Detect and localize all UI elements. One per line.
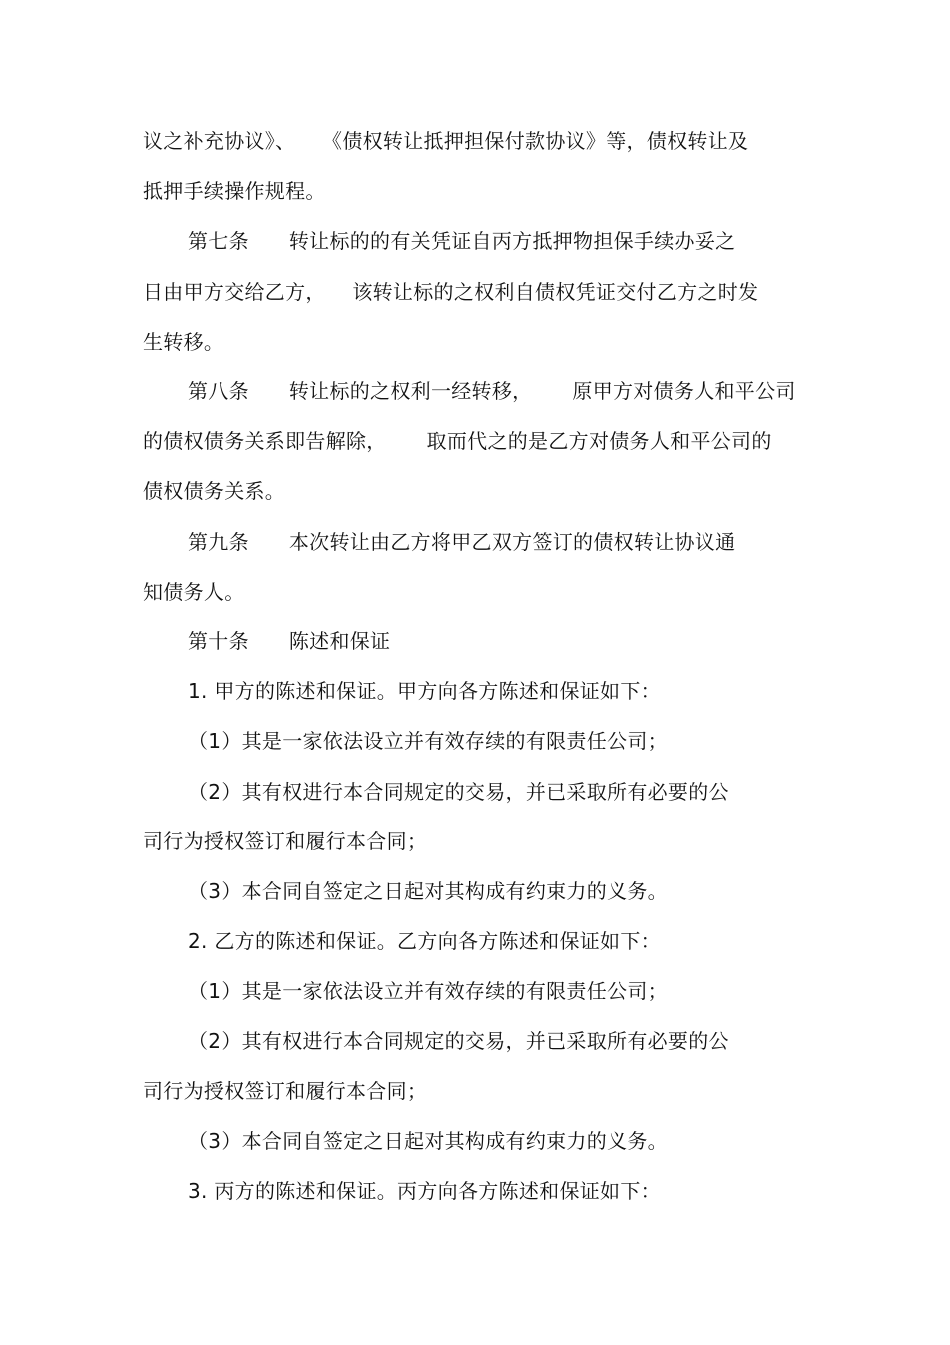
text-line: （1）其是一家依法设立并有效存续的有限责任公司； xyxy=(188,729,668,753)
text-line: 生转移。 xyxy=(143,330,225,354)
text-line: （2）其有权进行本合同规定的交易，并已采取所有必要的公 xyxy=(188,780,729,804)
text-line: （1）其是一家依法设立并有效存续的有限责任公司； xyxy=(188,979,668,1003)
text-line: 第七条 转让标的的有关凭证自丙方抵押物担保手续办妥之 xyxy=(188,229,736,253)
text-line: （3）本合同自签定之日起对其构成有约束力的义务。 xyxy=(188,879,668,903)
text-line: 抵押手续操作规程。 xyxy=(143,179,326,203)
text-line: 司行为授权签订和履行本合同； xyxy=(143,1079,428,1103)
text-line: 知债务人。 xyxy=(143,580,245,604)
text-line: 1. 甲方的陈述和保证。甲方向各方陈述和保证如下： xyxy=(188,679,661,703)
text-line: 第十条 陈述和保证 xyxy=(188,629,391,653)
text-line: 第九条 本次转让由乙方将甲乙双方签订的债权转让协议通 xyxy=(188,530,736,554)
text-line: 的债权债务关系即告解除， 取而代之的是乙方对债务人和平公司的 xyxy=(143,429,772,453)
text-line: 3. 丙方的陈述和保证。丙方向各方陈述和保证如下： xyxy=(188,1179,661,1203)
text-line: 债权债务关系。 xyxy=(143,479,286,503)
text-line: （2）其有权进行本合同规定的交易，并已采取所有必要的公 xyxy=(188,1029,729,1053)
text-line: 2. 乙方的陈述和保证。乙方向各方陈述和保证如下： xyxy=(188,929,661,953)
text-line: 第八条 转让标的之权利一经转移， 原甲方对债务人和平公司 xyxy=(188,379,796,403)
text-line: 日由甲方交给乙方， 该转让标的之权利自债权凭证交付乙方之时发 xyxy=(143,280,759,304)
text-line: 司行为授权签订和履行本合同； xyxy=(143,829,428,853)
text-line: 议之补充协议》、 《债权转让抵押担保付款协议》等，债权转让及 xyxy=(143,129,749,153)
text-line: （3）本合同自签定之日起对其构成有约束力的义务。 xyxy=(188,1129,668,1153)
